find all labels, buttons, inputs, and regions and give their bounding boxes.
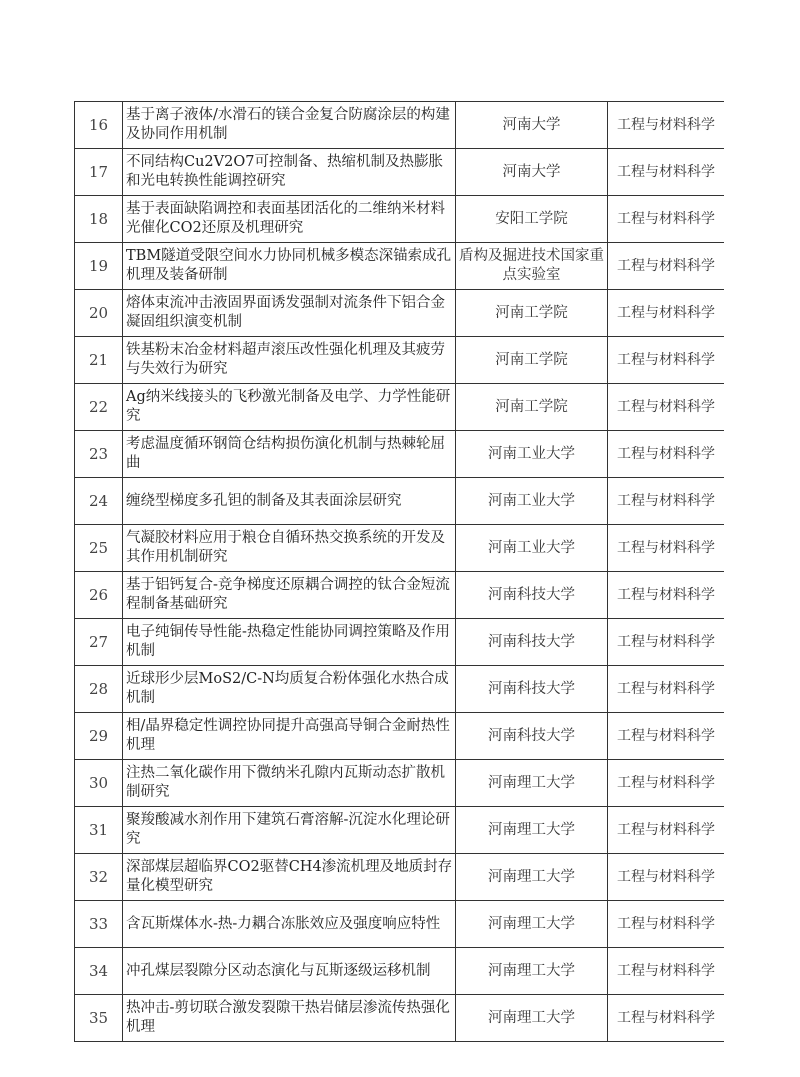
institution-cell: 河南理工大学 xyxy=(456,854,608,901)
institution-cell: 河南科技大学 xyxy=(456,713,608,760)
discipline-cell: 工程与材料科学 xyxy=(608,901,725,948)
row-number-cell: 16 xyxy=(75,102,123,149)
discipline-cell: 工程与材料科学 xyxy=(608,384,725,431)
table-row xyxy=(75,337,725,384)
discipline-cell: 工程与材料科学 xyxy=(608,337,725,384)
discipline-cell: 工程与材料科学 xyxy=(608,196,725,243)
table-row xyxy=(75,384,725,431)
project-title-cell: 电子纯铜传导性能-热稳定性能协同调控策略及作用机制 xyxy=(123,619,456,666)
table-row xyxy=(75,760,725,807)
institution-cell: 安阳工学院 xyxy=(456,196,608,243)
discipline-cell: 工程与材料科学 xyxy=(608,995,725,1042)
row-number-cell: 30 xyxy=(75,760,123,807)
institution-cell: 河南理工大学 xyxy=(456,760,608,807)
row-number-cell: 24 xyxy=(75,478,123,525)
institution-cell: 河南工业大学 xyxy=(456,525,608,572)
table-row xyxy=(75,572,725,619)
row-number-cell: 34 xyxy=(75,948,123,995)
table-row xyxy=(75,666,725,713)
table-row xyxy=(75,901,725,948)
table-row xyxy=(75,619,725,666)
project-table xyxy=(74,101,724,1042)
row-number-cell: 25 xyxy=(75,525,123,572)
institution-cell: 河南理工大学 xyxy=(456,995,608,1042)
project-title-cell: 不同结构Cu2V2O7可控制备、热缩机制及热膨胀和光电转换性能调控研究 xyxy=(123,149,456,196)
row-number-cell: 29 xyxy=(75,713,123,760)
institution-cell: 河南工学院 xyxy=(456,337,608,384)
project-title-cell: 冲孔煤层裂隙分区动态演化与瓦斯逐级运移机制 xyxy=(123,948,456,995)
institution-cell: 河南理工大学 xyxy=(456,807,608,854)
table-row xyxy=(75,290,725,337)
project-title-cell: TBM隧道受限空间水力协同机械多模态深锚索成孔机理及装备研制 xyxy=(123,243,456,290)
institution-cell: 河南工学院 xyxy=(456,290,608,337)
discipline-cell: 工程与材料科学 xyxy=(608,478,725,525)
discipline-cell: 工程与材料科学 xyxy=(608,713,725,760)
discipline-cell: 工程与材料科学 xyxy=(608,572,725,619)
institution-cell: 河南大学 xyxy=(456,149,608,196)
table-row xyxy=(75,478,725,525)
project-title-cell: 含瓦斯煤体水-热-力耦合冻胀效应及强度响应特性 xyxy=(123,901,456,948)
table-row xyxy=(75,854,725,901)
project-title-cell: Ag纳米线接头的飞秒激光制备及电学、力学性能研究 xyxy=(123,384,456,431)
table-row xyxy=(75,149,725,196)
discipline-cell: 工程与材料科学 xyxy=(608,431,725,478)
project-title-cell: 缠绕型梯度多孔钽的制备及其表面涂层研究 xyxy=(123,478,456,525)
project-title-cell: 熔体束流冲击液固界面诱发强制对流条件下铝合金凝固组织演变机制 xyxy=(123,290,456,337)
institution-cell: 河南工业大学 xyxy=(456,431,608,478)
discipline-cell: 工程与材料科学 xyxy=(608,666,725,713)
table-row xyxy=(75,196,725,243)
row-number-cell: 26 xyxy=(75,572,123,619)
project-title-cell: 考虑温度循环钢筒仓结构损伤演化机制与热棘轮屈曲 xyxy=(123,431,456,478)
project-title-cell: 注热二氧化碳作用下微纳米孔隙内瓦斯动态扩散机制研究 xyxy=(123,760,456,807)
institution-cell: 河南理工大学 xyxy=(456,948,608,995)
row-number-cell: 20 xyxy=(75,290,123,337)
institution-cell: 河南大学 xyxy=(456,102,608,149)
institution-cell: 河南科技大学 xyxy=(456,666,608,713)
institution-cell: 河南科技大学 xyxy=(456,572,608,619)
discipline-cell: 工程与材料科学 xyxy=(608,807,725,854)
discipline-cell: 工程与材料科学 xyxy=(608,760,725,807)
table-row xyxy=(75,525,725,572)
institution-cell: 河南工学院 xyxy=(456,384,608,431)
row-number-cell: 28 xyxy=(75,666,123,713)
discipline-cell: 工程与材料科学 xyxy=(608,102,725,149)
project-title-cell: 聚羧酸减水剂作用下建筑石膏溶解-沉淀水化理论研究 xyxy=(123,807,456,854)
project-title-cell: 基于铝钙复合-竞争梯度还原耦合调控的钛合金短流程制备基础研究 xyxy=(123,572,456,619)
row-number-cell: 31 xyxy=(75,807,123,854)
row-number-cell: 22 xyxy=(75,384,123,431)
project-title-cell: 气凝胶材料应用于粮仓自循环热交换系统的开发及其作用机制研究 xyxy=(123,525,456,572)
discipline-cell: 工程与材料科学 xyxy=(608,525,725,572)
project-title-cell: 基于表面缺陷调控和表面基团活化的二维纳米材料光催化CO2还原及机理研究 xyxy=(123,196,456,243)
row-number-cell: 32 xyxy=(75,854,123,901)
project-table-body xyxy=(75,102,725,1042)
row-number-cell: 33 xyxy=(75,901,123,948)
row-number-cell: 18 xyxy=(75,196,123,243)
project-title-cell: 基于离子液体/水滑石的镁合金复合防腐涂层的构建及协同作用机制 xyxy=(123,102,456,149)
row-number-cell: 21 xyxy=(75,337,123,384)
project-title-cell: 热冲击-剪切联合激发裂隙干热岩储层渗流传热强化机理 xyxy=(123,995,456,1042)
discipline-cell: 工程与材料科学 xyxy=(608,854,725,901)
discipline-cell: 工程与材料科学 xyxy=(608,948,725,995)
row-number-cell: 17 xyxy=(75,149,123,196)
row-number-cell: 35 xyxy=(75,995,123,1042)
table-row xyxy=(75,431,725,478)
table-row xyxy=(75,102,725,149)
project-title-cell: 深部煤层超临界CO2驱替CH4渗流机理及地质封存量化模型研究 xyxy=(123,854,456,901)
table-row xyxy=(75,995,725,1042)
row-number-cell: 27 xyxy=(75,619,123,666)
table-row xyxy=(75,713,725,760)
project-title-cell: 铁基粉末冶金材料超声滚压改性强化机理及其疲劳与失效行为研究 xyxy=(123,337,456,384)
discipline-cell: 工程与材料科学 xyxy=(608,149,725,196)
discipline-cell: 工程与材料科学 xyxy=(608,243,725,290)
table-row xyxy=(75,807,725,854)
project-title-cell: 近球形少层MoS2/C-N均质复合粉体强化水热合成机制 xyxy=(123,666,456,713)
institution-cell: 河南理工大学 xyxy=(456,901,608,948)
institution-cell: 河南科技大学 xyxy=(456,619,608,666)
row-number-cell: 23 xyxy=(75,431,123,478)
discipline-cell: 工程与材料科学 xyxy=(608,290,725,337)
table-row xyxy=(75,948,725,995)
institution-cell: 河南工业大学 xyxy=(456,478,608,525)
institution-cell: 盾构及掘进技术国家重点实验室 xyxy=(456,243,608,290)
project-title-cell: 相/晶界稳定性调控协同提升高强高导铜合金耐热性机理 xyxy=(123,713,456,760)
table-row xyxy=(75,243,725,290)
row-number-cell: 19 xyxy=(75,243,123,290)
discipline-cell: 工程与材料科学 xyxy=(608,619,725,666)
